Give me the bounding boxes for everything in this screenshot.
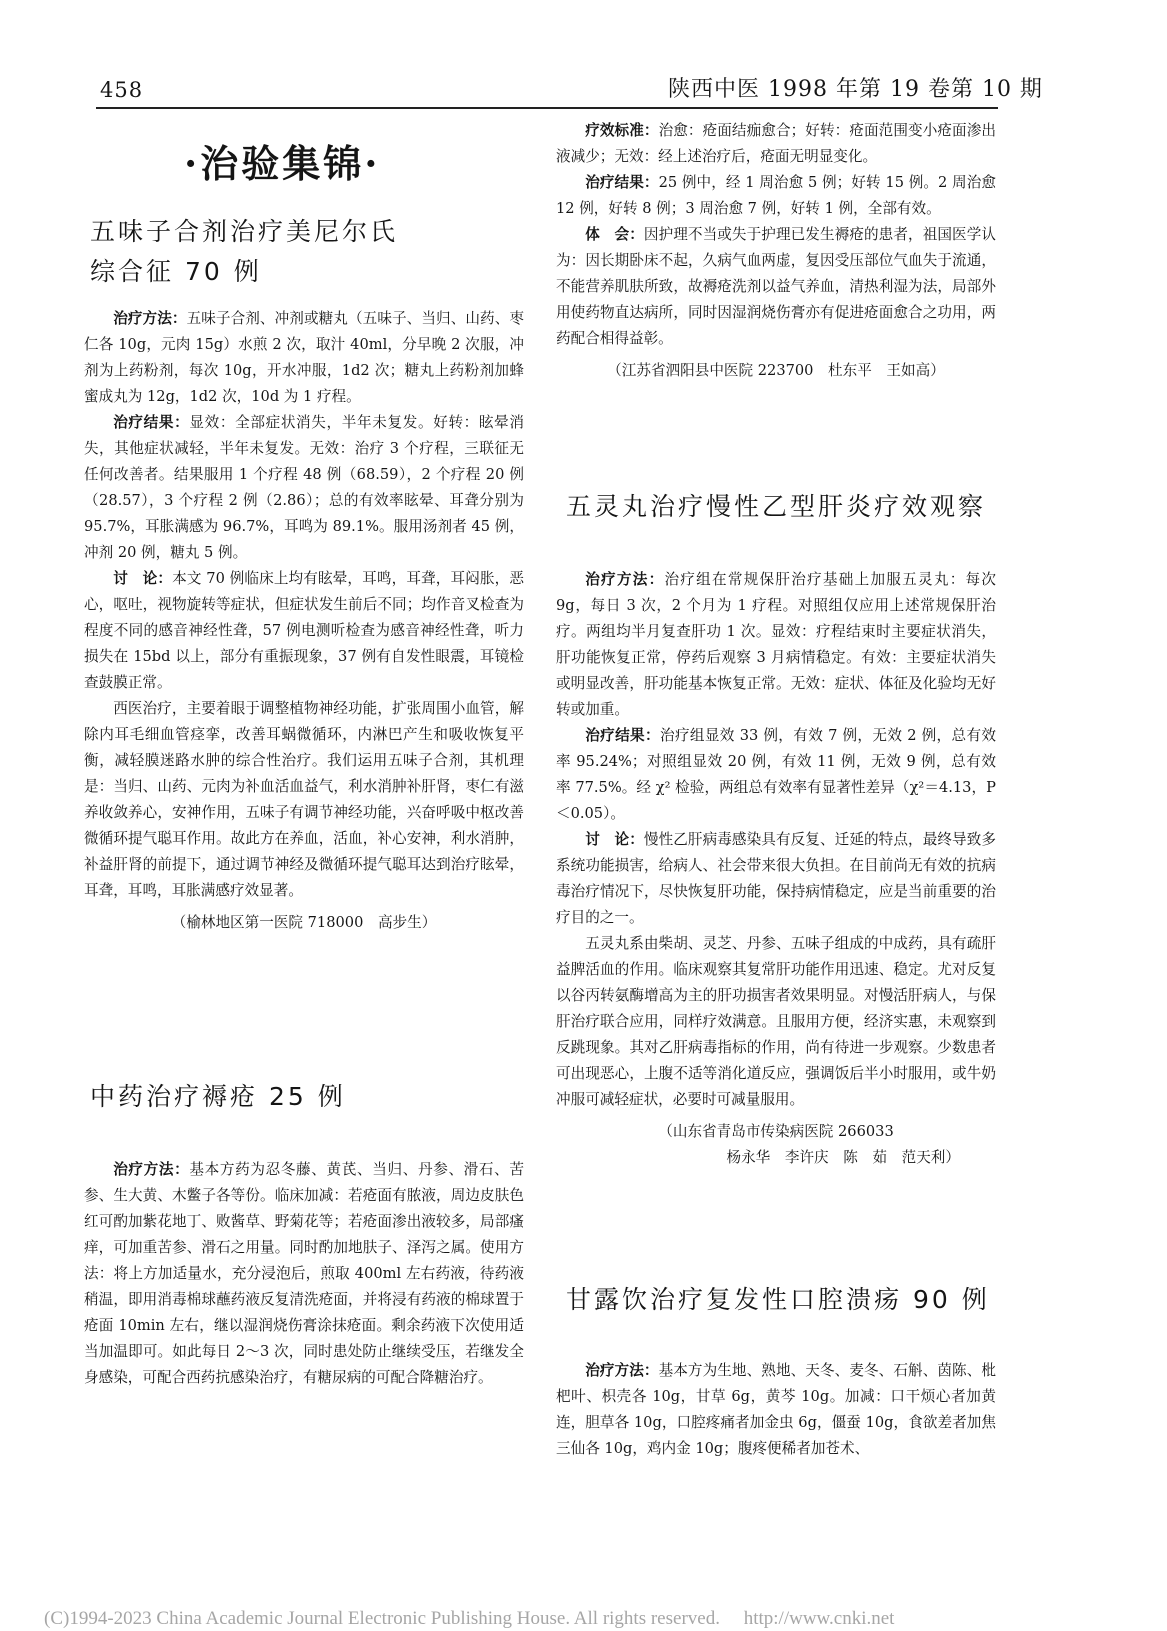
header-rule xyxy=(96,107,998,109)
paragraph-label: 治疗结果： xyxy=(113,414,190,431)
paragraph-text: 五灵丸系由柴胡、灵芝、丹参、五味子组成的中成药，具有疏肝益脾活血的作用。临床观察其复常肝功能作用迅速、稳定。尤对反复以谷丙转氨酶增高为主的肝功损害者效果明显。对慢活肝病人，与保肝治疗联合应用，同样疗效满意。且服用方便，经济实惠，未观察到反跳现象。其对乙肝病毒指标的作用，尚有待进一步观察。少数患者可出现恶心，上腹不适等消化道反应，强调饭后半小时服用，或牛奶冲服可减轻症状，必要时可减量服用。 xyxy=(556,935,996,1108)
paragraph-label: 讨 论： xyxy=(585,831,644,848)
paragraph-label: 治疗结果： xyxy=(585,174,659,191)
affiliation-authors: 杨永华 李许庆 陈 茹 范天利） xyxy=(726,1149,960,1166)
paragraph-label: 治疗结果： xyxy=(585,727,660,744)
paragraph-experience xyxy=(556,222,996,352)
paragraph-result xyxy=(556,170,996,222)
paragraph-text: 慢性乙肝病毒感染具有反复、迁延的特点，最终导致多系统功能损害，给病人、社会带来很大负担。在目前尚无有效的抗病毒治疗情况下，尽快恢复肝功能，保持病情稳定，应是当前重要的治疗目的之一。 xyxy=(556,831,996,926)
paragraph-label: 讨 论： xyxy=(113,570,173,587)
paragraph-method xyxy=(556,1358,996,1462)
paragraph-method xyxy=(556,567,996,723)
article-body-rouchuang-continued xyxy=(556,118,996,384)
paragraph-discussion xyxy=(556,827,996,931)
affiliation: （江苏省泗阳县中医院 223700 杜东平 王如高） xyxy=(607,362,945,379)
paragraph-method xyxy=(84,1157,524,1391)
paragraph-label: 体 会： xyxy=(585,226,644,243)
article-title-line: 五味子合剂治疗美尼尔氏 xyxy=(90,217,399,246)
paragraph-text: 治疗组显效 33 例，有效 7 例，无效 2 例，总有效率 95.24%；对照组显效 20 例，有效 11 例，无效 9 例，总有效率 77.5%。经 χ² 检验，两组总有效率有显著性差异（χ²＝4.13，P＜0.05）。 xyxy=(556,727,996,822)
paragraph-label: 治疗方法： xyxy=(113,1161,190,1178)
paragraph-method xyxy=(84,306,524,410)
article-body-ganluyin xyxy=(556,1358,996,1462)
copyright-footer: (C)1994-2023 China Academic Journal Electronic Publishing House. All rights reserved. http://www.cnki.net xyxy=(44,1608,895,1629)
article-body-wuweizi xyxy=(84,306,524,936)
paragraph-text: 基本方为生地、熟地、天冬、麦冬、石斛、茵陈、枇杷叶、枳壳各 10g，甘草 6g，黄芩 10g。加减：口干烦心者加黄连，胆草各 10g，口腔疼痛者加金虫 6g，僵蚕 10g，食欲差者加焦三仙各 10g，鸡内金 10g；腹疼便稀者加苍术、 xyxy=(556,1362,996,1457)
paragraph-text: 基本方药为忍冬藤、黄芪、当归、丹参、滑石、苦参、生大黄、木鳖子各等份。临床加减：若疮面有脓液，周边皮肤色红可酌加紫花地丁、败酱草、野菊花等；若疮面渗出液较多，局部瘙痒，可加重苦参、滑石之用量。同时酌加地肤子、泽泻之属。使用方法：将上方加适量水，充分浸泡后，煎取 400ml 左右药液，待药液稍温，即用消毒棉球蘸药液反复清洗疮面，并将浸有药液的棉球置于疮面 10min 左右，继以湿润烧伤膏涂抹疮面。剩余药液下次使用适当加温即可。如此每日 2～3 次，同时患处防止继续受压，若继发全身感染，可配合西药抗感染治疗，有糖尿病的可配合降糖治疗。 xyxy=(84,1161,524,1386)
paragraph-text: 西医治疗，主要着眼于调整植物神经功能，扩张周围小血管，解除内耳毛细血管痉挛，改善耳蜗微循环，内淋巴产生和吸收恢复平衡，减轻膜迷路水肿的综合性治疗。我们运用五味子合剂，其机理是：当归、山药、元肉为补血活血益气，利水消肿补肝肾，枣仁有滋养收敛养心，安神作用，五味子有调节神经功能，兴奋呼吸中枢改善微循环提气聪耳作用。故此方在养血，活血，补心安神，利水消肿，补益肝肾的前提下，通过调节神经及微循环提气聪耳达到治疗眩晕，耳聋，耳鸣，耳胀满感疗效显著。 xyxy=(84,700,524,899)
paragraph-result xyxy=(556,723,996,827)
article-title-rouchuang: 中药治疗褥疮 25 例 xyxy=(90,1082,346,1111)
article-title-ganluyin: 甘露饮治疗复发性口腔溃疡 90 例 xyxy=(566,1285,990,1314)
affiliation-line: （山东省青岛市传染病医院 266033 xyxy=(658,1123,894,1140)
paragraph-label: 治疗方法： xyxy=(585,1362,659,1379)
paragraph-discussion xyxy=(84,566,524,696)
paragraph-label: 疗效标准： xyxy=(585,122,659,139)
paragraph-text: 五味子合剂、冲剂或糖丸（五味子、当归、山药、枣仁各 10g，元肉 15g）水煎 2 次，取汁 40ml，分早晚 2 次服，冲剂为上药粉剂，每次 10g，开水冲服，1d2 次；糖丸上药粉剂加蜂蜜成丸为 12g，1d2 次，10d 为 1 疗程。 xyxy=(84,310,524,405)
affiliation: （榆林地区第一医院 718000 高步生） xyxy=(171,914,437,931)
paragraph-result xyxy=(84,410,524,566)
article-body-wulingwan xyxy=(556,567,996,1171)
article-body-rouchuang xyxy=(84,1157,524,1391)
journal-header: 陕西中医 1998 年第 19 卷第 10 期 xyxy=(668,77,1043,102)
paragraph-text: 因护理不当或失于护理已发生褥疮的患者，祖国医学认为：因长期卧床不起，久病气血两虚，复因受压部位气血失于流通，不能营养肌肤所致，故褥疮洗剂以益气养血，清热利湿为法，局部外用使药物直达病所，同时因湿润烧伤膏亦有促进疮面愈合之功用，两药配合相得益彰。 xyxy=(556,226,996,347)
paragraph-label: 治疗方法： xyxy=(585,571,665,588)
page-number: 458 xyxy=(100,78,144,102)
article-title-wulingwan: 五灵丸治疗慢性乙型肝炎疗效观察 xyxy=(566,492,987,521)
paragraph-label: 治疗方法： xyxy=(113,310,187,327)
paragraph-text: 治疗组在常规保肝治疗基础上加服五灵丸：每次 9g，每日 3 次，2 个月为 1 疗程。对照组仅应用上述常规保肝治疗。两组均半月复查肝功 1 次。显效：疗程结束时主要症状消失，肝功能恢复正常，停药后观察 3 月病情稳定。有效：主要症状消失或明显改善，肝功能基本恢复正常。无效：症状、体征及化验均无好转或加重。 xyxy=(556,571,996,718)
article-title-wuweizi xyxy=(90,212,398,292)
paragraph-text: 25 例中，经 1 周治愈 5 例；好转 15 例。2 周治愈 12 例，好转 8 例；3 周治愈 7 例，好转 1 例，全部有效。 xyxy=(556,174,996,217)
paragraph-text: 治愈：疮面结痂愈合；好转：疮面范围变小疮面渗出液减少；无效：经上述治疗后，疮面无明显变化。 xyxy=(556,122,996,165)
article-title-line: 综合征 70 例 xyxy=(90,257,262,286)
section-title: ·治验集锦· xyxy=(184,141,381,186)
paragraph-criteria xyxy=(556,118,996,170)
paragraph-text: 本文 70 例临床上均有眩晕，耳鸣，耳聋，耳闷胀，恶心，呕吐，视物旋转等症状，但症状发生前后不同；均作音叉检查为程度不同的感音神经性聋，57 例电测听检查为感音神经性聋，听力损失在 15bd 以上，部分有重振现象，37 例有自发性眼震，耳镜检查鼓膜正常。 xyxy=(84,570,524,691)
paragraph-text: 显效：全部症状消失，半年未复发。好转：眩晕消失，其他症状减轻，半年未复发。无效：治疗 3 个疗程，三联征无任何改善者。结果服用 1 个疗程 48 例（68.59），2 个疗程 20 例（28.57），3 个疗程 2 例（2.86）；总的有效率眩晕、耳聋分别为 95.7%，耳胀满感为 96.7%，耳鸣为 89.1%。服用汤剂者 45 例，冲剂 20 例，糖丸 5 例。 xyxy=(84,414,524,561)
